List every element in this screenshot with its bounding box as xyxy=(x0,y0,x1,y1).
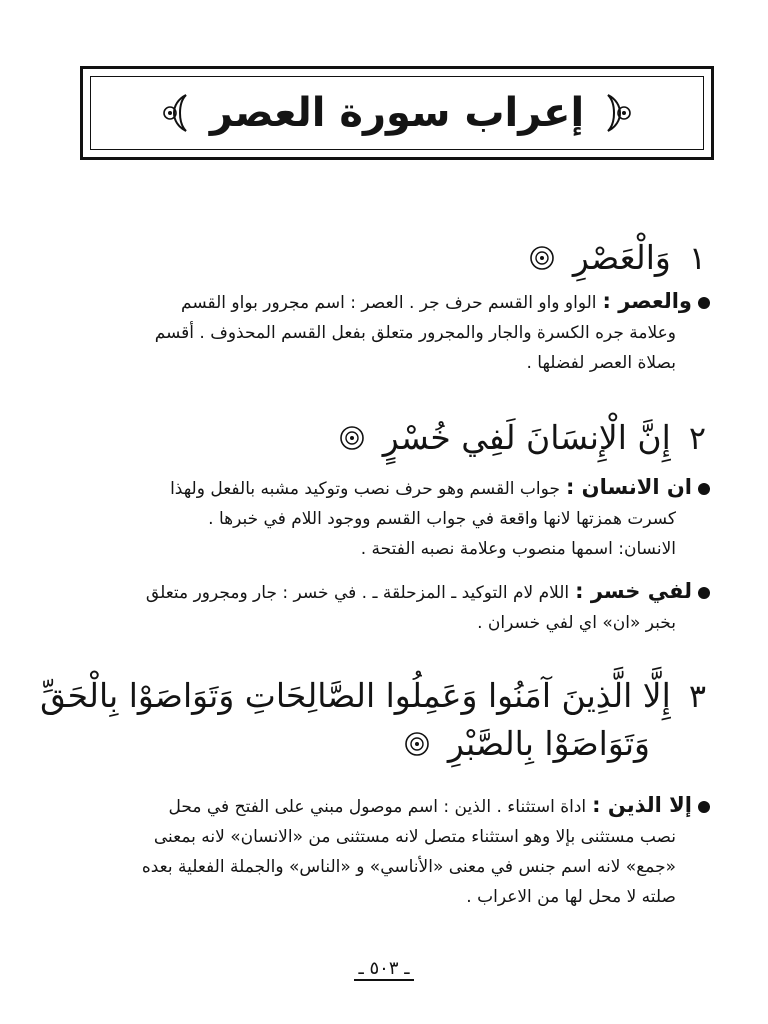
entry-line: نصب مستثنى بإلا وهو استثناء متصل لانه مستثنى من «الانسان» لانه بمعنى xyxy=(153,827,676,847)
verse-number: ٢ xyxy=(688,418,706,457)
verse-heading xyxy=(529,238,706,277)
entry-line: وعلامة جره الكسرة والجار والمجرور متعلق بفعل القسم المحذوف . أقسم xyxy=(154,323,676,343)
verse-heading xyxy=(40,676,706,715)
verse-end-marker-icon xyxy=(404,731,430,757)
entry-first-line xyxy=(70,286,710,318)
bullet-icon xyxy=(698,483,710,495)
entry-text: اداة استثناء . الذين : اسم موصول مبني على الفتح في محل xyxy=(168,797,587,817)
verse-text: وَالْعَصْرِ xyxy=(572,238,671,277)
entry-continuation xyxy=(70,504,710,564)
entry-line: بخبر «ان» اي لفي خسران . xyxy=(477,613,676,633)
entry-text: الواو واو القسم حرف جر . العصر : اسم مجرور بواو القسم xyxy=(181,293,597,313)
page-title: إعراب سورة العصر xyxy=(209,90,585,136)
grammar-entry xyxy=(70,576,710,638)
entry-continuation xyxy=(70,608,710,638)
entry-text: اللام لام التوكيد ـ المزحلقة ـ . في خسر : جار ومجرور متعلق xyxy=(145,583,570,603)
entry-line: الانسان: اسمها منصوب وعلامة نصبه الفتحة . xyxy=(360,539,676,559)
title-inner-frame xyxy=(90,76,704,150)
entry-first-line xyxy=(70,576,710,608)
bullet-icon xyxy=(698,297,710,309)
entry-heading: والعصر : xyxy=(602,289,692,313)
entry-heading: لفي خسر : xyxy=(575,579,692,603)
ornament-icon xyxy=(602,93,636,133)
entry-first-line xyxy=(70,790,710,822)
grammar-entry xyxy=(70,472,710,564)
bullet-icon xyxy=(698,801,710,813)
grammar-entry xyxy=(70,790,710,912)
verse-end-marker-icon xyxy=(529,245,555,271)
page-number xyxy=(0,958,768,979)
title-frame xyxy=(80,66,714,160)
ornament-icon xyxy=(158,93,192,133)
entry-first-line xyxy=(70,472,710,504)
verse-number: ٣ xyxy=(688,676,706,715)
page-number-text: ـ ٥٠٣ ـ xyxy=(354,958,413,981)
entry-line: «جمع» لانه اسم جنس في معنى «الأناسي» و «الناس» والجملة الفعلية بعده xyxy=(141,857,676,877)
entry-continuation xyxy=(70,822,710,912)
verse-text: وَتَوَاصَوْا بِالصَّبْرِ xyxy=(447,724,650,763)
entry-continuation xyxy=(70,318,710,378)
entry-line: كسرت همزتها لانها واقعة في جواب القسم ووجود اللام في خبرها . xyxy=(208,509,676,529)
bullet-icon xyxy=(698,587,710,599)
verse-heading-continuation xyxy=(404,724,650,763)
grammar-entry xyxy=(70,286,710,378)
entry-line: صلته لا محل لها من الاعراب . xyxy=(466,887,676,907)
entry-heading: إلا الذين : xyxy=(592,793,692,817)
entry-heading: ان الانسان : xyxy=(565,475,692,499)
entry-line: بصلاة العصر لفضلها . xyxy=(526,353,676,373)
verse-heading xyxy=(339,418,706,457)
verse-end-marker-icon xyxy=(339,425,365,451)
entry-text: جواب القسم وهو حرف نصب وتوكيد مشبه بالفعل ولهذا xyxy=(170,479,560,499)
verse-text: إِنَّ الْإِنسَانَ لَفِي خُسْرٍ xyxy=(382,418,671,457)
verse-text: إِلَّا الَّذِينَ آمَنُوا وَعَمِلُوا الصَّالِحَاتِ وَتَوَاصَوْا بِالْحَقِّ xyxy=(40,676,671,715)
verse-number: ١ xyxy=(688,238,706,277)
